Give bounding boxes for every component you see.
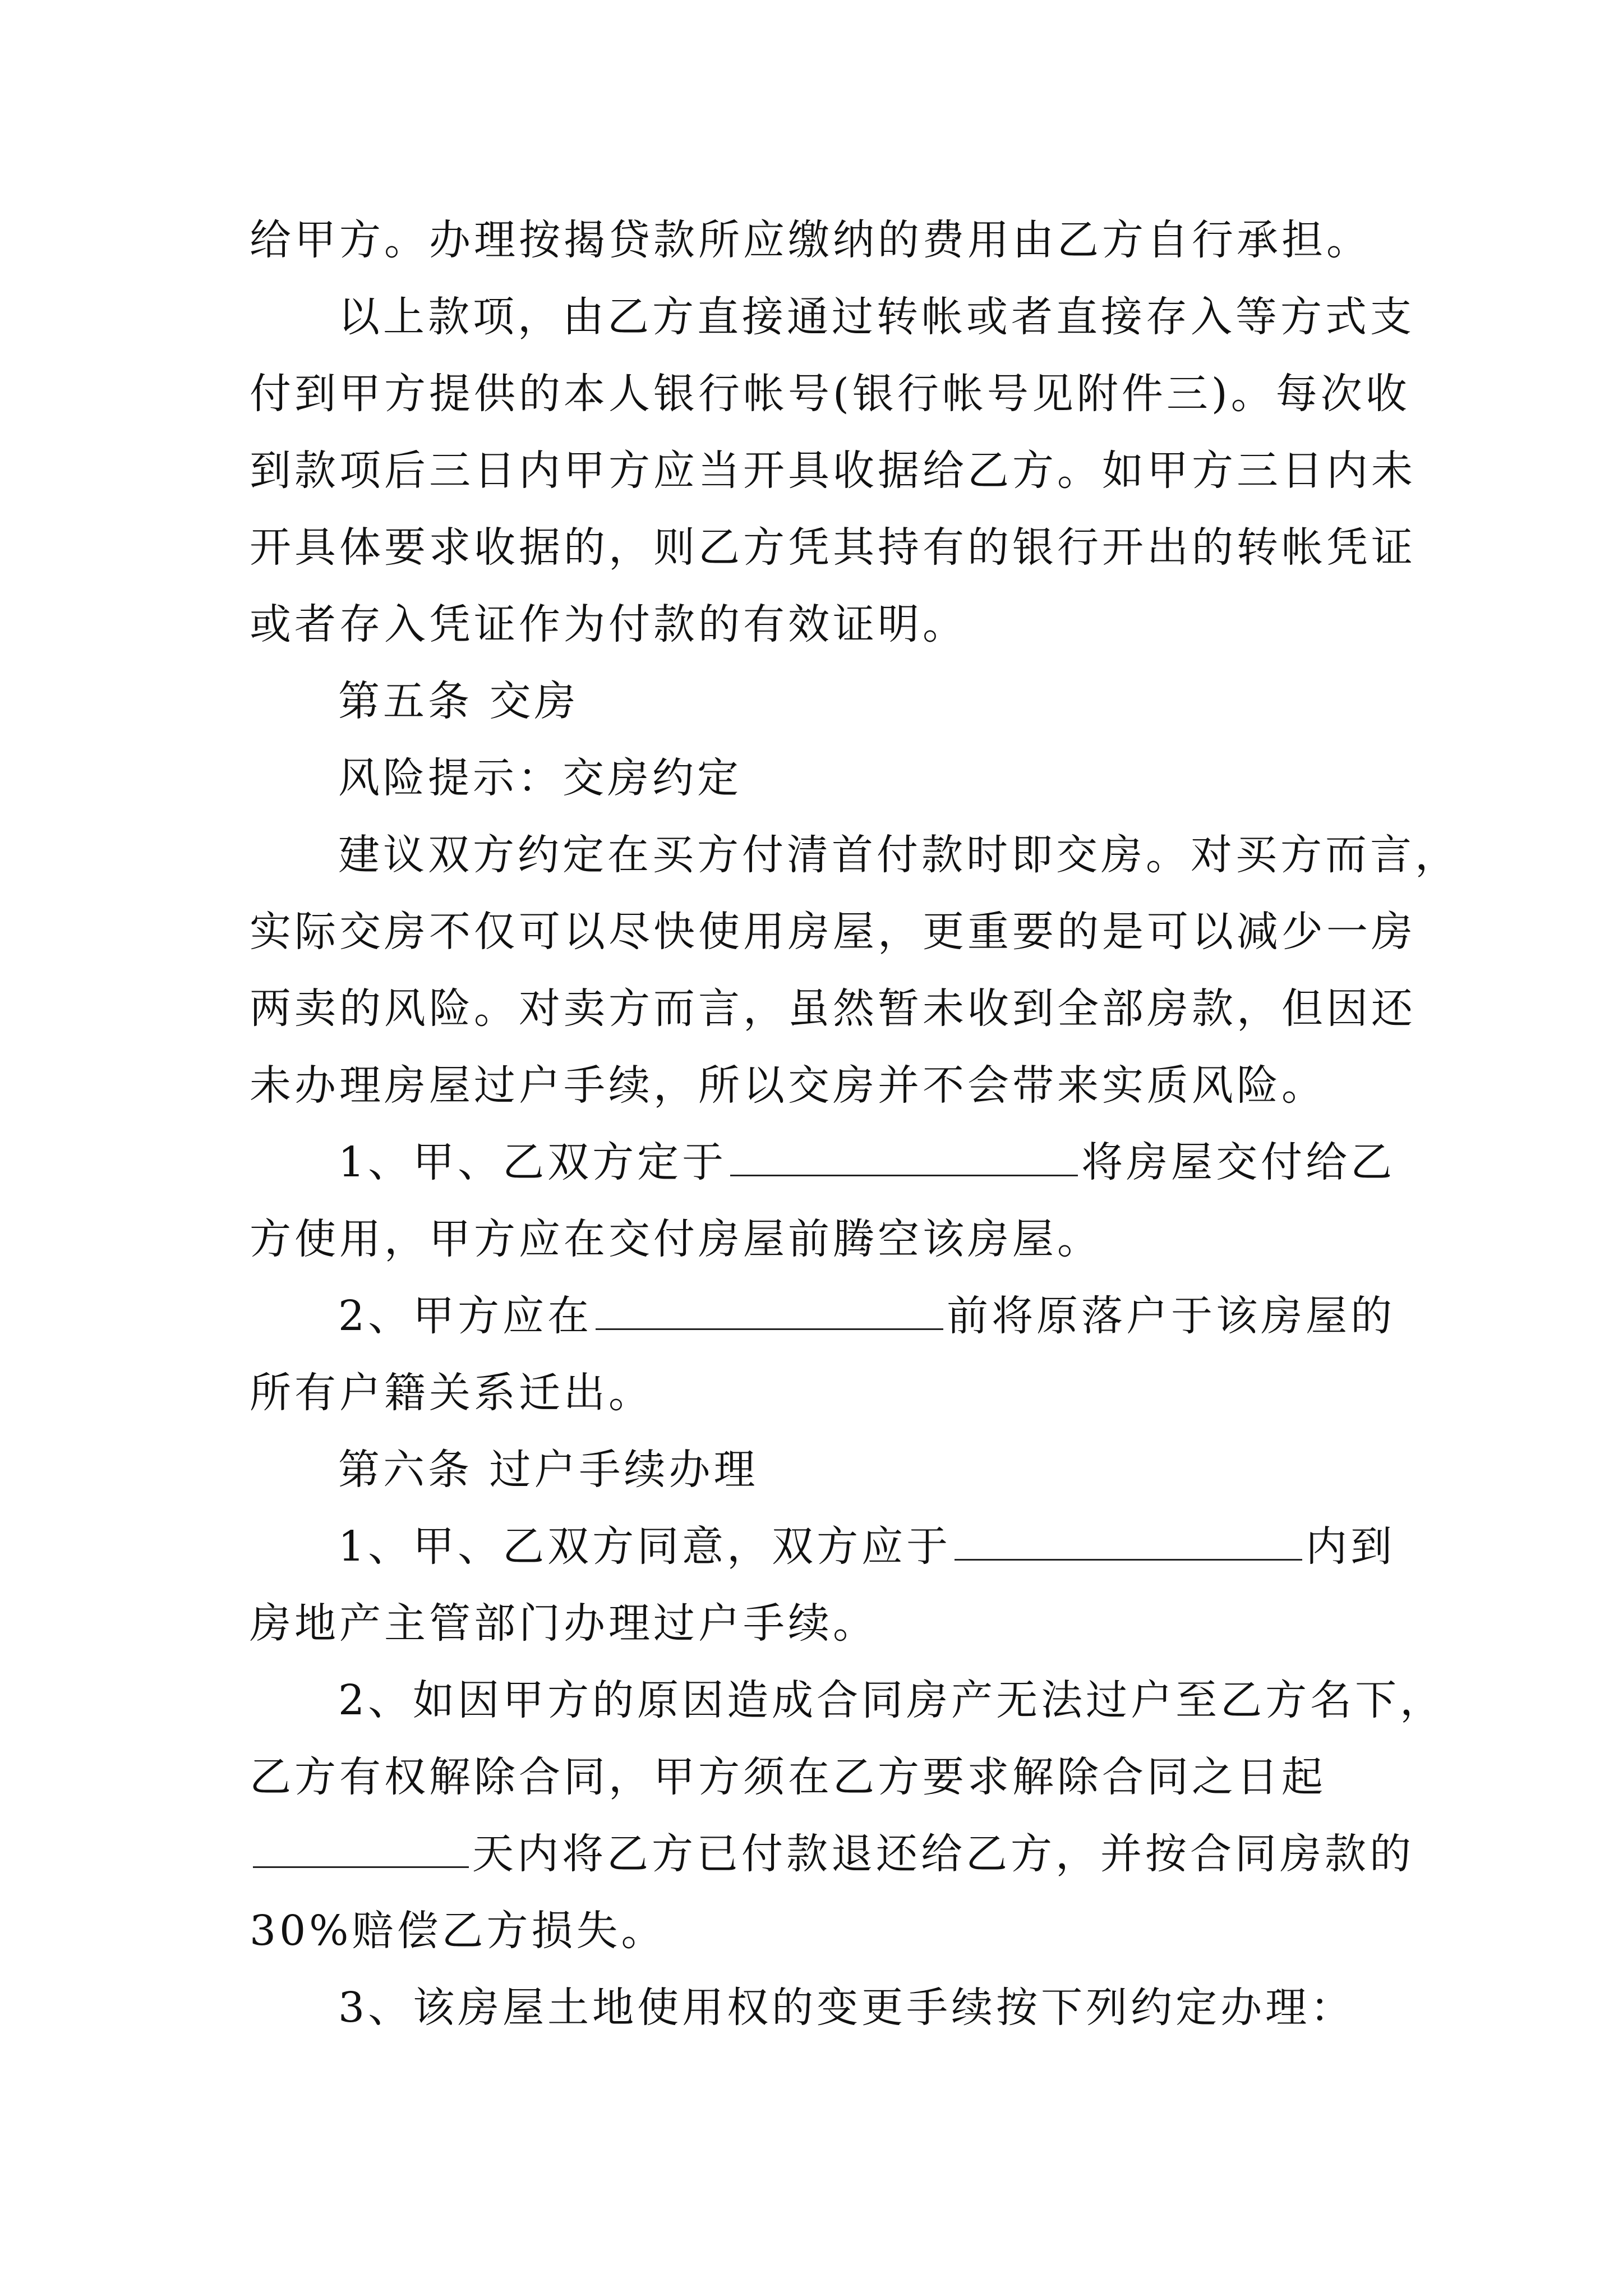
paragraph-line: 或者存入凭证作为付款的有效证明。: [250, 600, 967, 648]
paragraph-line: 到款项后三日内甲方应当开具收据给乙方。如甲方三日内未: [250, 447, 1416, 495]
clause-line: [250, 1124, 1396, 1201]
paragraph-line: 两卖的风险。对卖方而言，虽然暂未收到全部房款，但因还: [250, 984, 1416, 1033]
risk-heading: 风险提示：交房约定: [338, 754, 742, 802]
clause-line: [250, 1278, 1396, 1355]
paragraph-line: 实际交房不仅可以尽快使用房屋，更重要的是可以减少一房: [250, 908, 1416, 956]
paragraph-line: 所有户籍关系迁出。: [250, 1369, 653, 1417]
paragraph-line: 房地产主管部门办理过户手续。: [250, 1599, 878, 1648]
clause-text: 前将原落户于该房屋的: [947, 1292, 1396, 1340]
paragraph-line: 2、如因甲方的原因造成合同房产无法过户至乙方名下，: [338, 1676, 1445, 1724]
section-heading: 第五条 交房: [338, 677, 579, 725]
paragraph-line: 建议双方约定在买方付清首付款时即交房。对买方而言，: [338, 831, 1460, 879]
fill-in-blank: [955, 1524, 1302, 1561]
fill-in-blank: [253, 1832, 469, 1868]
document-page: [250, 202, 1460, 2046]
fill-in-blank: [730, 1140, 1078, 1176]
paragraph-line: 以上款项，由乙方直接通过转帐或者直接存入等方式支: [338, 293, 1415, 341]
paragraph-line: 给甲方。办理按揭贷款所应缴纳的费用由乙方自行承担。: [250, 216, 1371, 264]
fill-in-blank: [596, 1294, 943, 1330]
clause-text: 1、甲、乙双方定于: [338, 1138, 727, 1186]
paragraph-line: 开具体要求收据的，则乙方凭其持有的银行开出的转帐凭证: [250, 523, 1416, 572]
clause-text: 天内将乙方已付款退还给乙方，并按合同房款的: [472, 1830, 1414, 1878]
paragraph-line: 乙方有权解除合同，甲方须在乙方要求解除合同之日起: [250, 1753, 1326, 1801]
paragraph-line: 付到甲方提供的本人银行帐号(银行帐号见附件三)。每次收: [250, 370, 1410, 418]
clause-text: 将房屋交付给乙: [1081, 1138, 1396, 1186]
paragraph-line: 3、该房屋土地使用权的变更手续按下列约定办理：: [338, 1984, 1355, 2032]
section-heading: 第六条 过户手续办理: [338, 1446, 759, 1494]
paragraph-line: 未办理房屋过户手续，所以交房并不会带来实质风险。: [250, 1061, 1326, 1110]
clause-text: 2、甲方应在: [338, 1292, 593, 1340]
paragraph-line: 30%赔偿乙方损失。: [250, 1907, 666, 1955]
clause-text: 内到: [1306, 1522, 1396, 1571]
clause-text: 1、甲、乙双方同意，双方应于: [338, 1522, 952, 1571]
clause-line: [250, 1816, 1414, 1893]
paragraph-line: 方使用，甲方应在交付房屋前腾空该房屋。: [250, 1215, 1102, 1263]
clause-line: [250, 1508, 1396, 1585]
